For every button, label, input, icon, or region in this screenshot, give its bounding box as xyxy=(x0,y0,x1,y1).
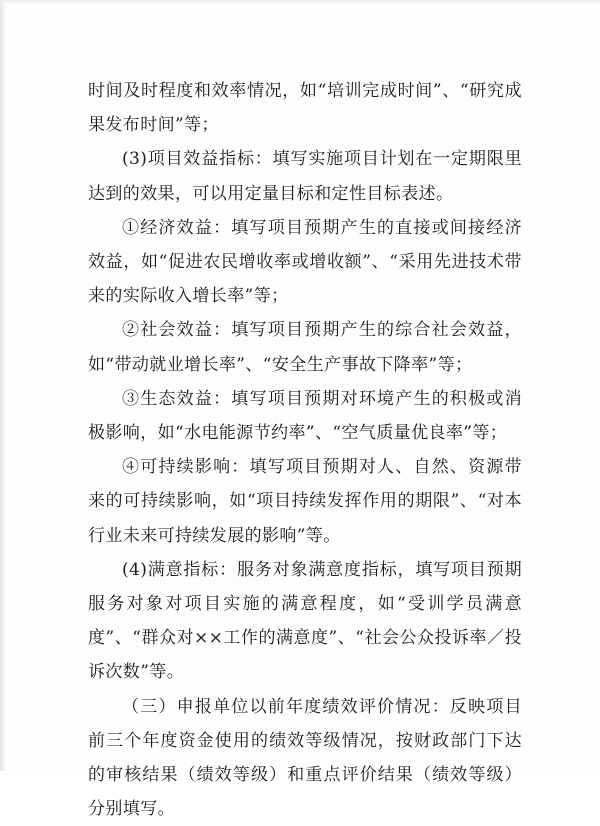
scan-shadow-top xyxy=(0,0,600,4)
paragraph-economic-benefit: ①经济效益：填写项目预期产生的直接或间接经济效益，如“促进农民增收率或增收额”、“采用先进技术带来的实际收入增长率”等； xyxy=(88,217,522,307)
paragraph-satisfaction-indicators: (4)满意指标：服务对象满意度指标，填写项目预期服务对象对项目实施的满意程度，如“受训学员满意度”、“群众对××工作的满意度”、“社会公众投诉率／投诉次数”等。 xyxy=(88,559,522,683)
paragraph-sustainable-impact: ④可持续影响：填写项目预期对人、自然、资源带来的可持续影响，如“项目持续发挥作用的期限”、“对本行业未来可持续发展的影响”等。 xyxy=(88,457,522,546)
paragraph-timeliness-continued: 时间及时程度和效率情况，如“培训完成时间”、“研究成果发布时间”等； xyxy=(88,81,522,136)
paragraph-prior-year-evaluation: （三）申报单位以前年度绩效评价情况：反映项目前三个年度资金使用的绩效等级情况，按财政部门下达的审核结果（绩效等级）和重点评价结果（绩效等级）分别填写。 xyxy=(88,696,522,820)
document-body xyxy=(88,74,522,826)
scan-shadow-left xyxy=(0,0,6,771)
paragraph-social-benefit: ②社会效益：填写项目预期产生的综合社会效益，如“带动就业增长率”、“安全生产事故下降率”等； xyxy=(88,320,522,375)
paragraph-ecological-benefit: ③生态效益：填写项目预期对环境产生的积极或消极影响，如“水电能源节约率”、“空气质量优良率”等； xyxy=(88,388,522,444)
paragraph-benefit-indicators: (3)项目效益指标：填写实施项目计划在一定期限里达到的效果，可以用定量目标和定性目标表述。 xyxy=(88,149,522,204)
